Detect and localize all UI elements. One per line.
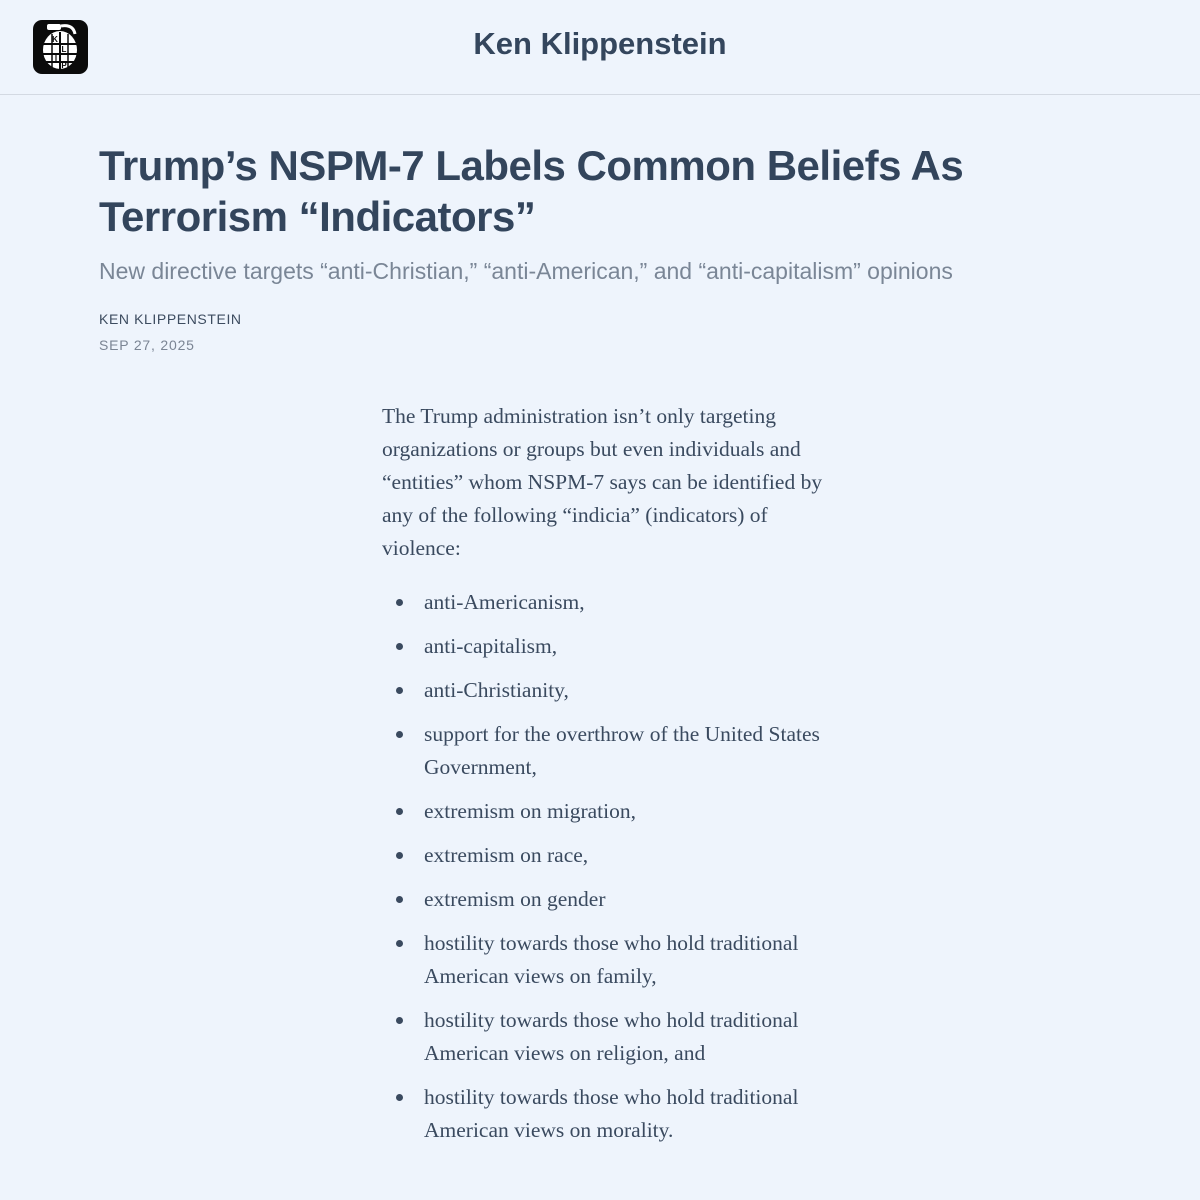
article-header <box>99 140 1119 353</box>
logo-letter-p: P <box>61 61 67 70</box>
bullet-icon <box>396 940 403 947</box>
bullet-icon <box>396 1017 403 1024</box>
publication-name[interactable]: Ken Klippenstein <box>473 26 727 61</box>
list-item-text: hostility towards those who hold traditional American views on religion, and <box>424 1008 799 1065</box>
bullet-icon <box>396 731 403 738</box>
author-name[interactable]: KEN KLIPPENSTEIN <box>99 311 242 327</box>
logo-letter-l: L <box>61 45 67 54</box>
list-item <box>382 718 832 784</box>
bullet-icon <box>396 808 403 815</box>
bullet-icon <box>396 1094 403 1101</box>
list-item-text: hostility towards those who hold traditional American views on family, <box>424 931 799 988</box>
indicators-list <box>382 586 832 1147</box>
list-item <box>382 839 832 872</box>
list-item <box>382 795 832 828</box>
list-item-text: anti-Americanism, <box>424 590 585 614</box>
list-item <box>382 883 832 916</box>
article-title: Trump’s NSPM-7 Labels Common Beliefs As Terrorism “Indicators” <box>99 142 964 240</box>
list-item <box>382 586 832 619</box>
list-item <box>382 1081 832 1147</box>
bullet-icon <box>396 852 403 859</box>
article-body <box>382 400 832 1158</box>
bullet-icon <box>396 643 403 650</box>
list-item-text: support for the overthrow of the United States Government, <box>424 722 820 779</box>
list-item-text: extremism on gender <box>424 887 606 911</box>
list-item-text: anti-capitalism, <box>424 634 558 658</box>
list-item-text: hostility towards those who hold traditional American views on morality. <box>424 1085 799 1142</box>
article-subtitle: New directive targets “anti-Christian,” “anti-American,” and “anti-capitalism” opinions <box>99 258 953 284</box>
list-item <box>382 1004 832 1070</box>
intro-paragraph: The Trump administration isn’t only targeting organizations or groups but even individuals and “entities” whom NSPM-7 says can be identified by any of the following “indicia” (indicators) of violence: <box>382 404 823 560</box>
list-item <box>382 927 832 993</box>
top-bar <box>0 0 1200 95</box>
list-item-text: extremism on race, <box>424 843 589 867</box>
list-item-text: extremism on migration, <box>424 799 636 823</box>
logo-letter-k: K <box>52 35 58 44</box>
publish-date: SEP 27, 2025 <box>99 337 195 353</box>
bullet-icon <box>396 896 403 903</box>
list-item <box>382 674 832 707</box>
logo-letter-i: I <box>54 54 58 63</box>
bullet-icon <box>396 599 403 606</box>
list-item <box>382 630 832 663</box>
list-item-text: anti-Christianity, <box>424 678 569 702</box>
bullet-icon <box>396 687 403 694</box>
